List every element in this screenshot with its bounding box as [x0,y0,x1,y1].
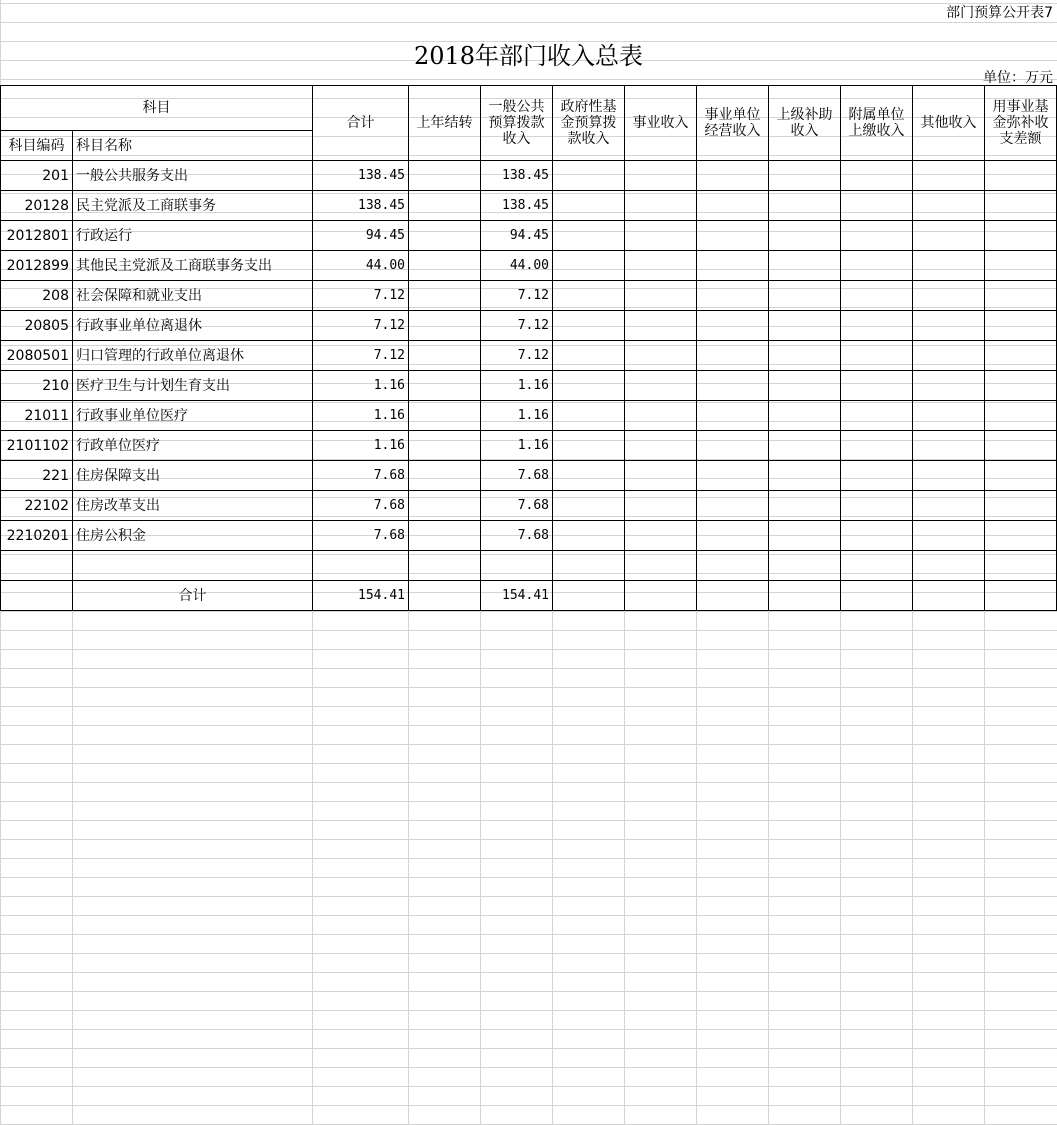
cell-empty[interactable] [769,191,841,221]
cell-carryover[interactable] [409,431,481,461]
cell-empty[interactable] [841,371,913,401]
cell-code[interactable]: 2012899 [1,251,73,281]
cell-name[interactable]: 行政事业单位离退休 [73,311,313,341]
cell-total[interactable]: 1.16 [313,401,409,431]
cell-total[interactable]: 44.00 [313,251,409,281]
cell-code[interactable]: 208 [1,281,73,311]
cell-name[interactable]: 行政单位医疗 [73,431,313,461]
cell-general-budget[interactable]: 7.12 [481,341,553,371]
grid-line [408,612,409,1125]
cell-total[interactable]: 7.12 [313,311,409,341]
cell-empty[interactable] [409,551,481,581]
cell-empty[interactable] [553,461,625,491]
cell-empty[interactable] [769,461,841,491]
cell-empty[interactable] [73,551,313,581]
table-row [1,341,1057,371]
cell-empty[interactable] [769,581,841,611]
cell-empty[interactable] [913,371,985,401]
cell-empty[interactable] [985,491,1057,521]
cell-empty[interactable] [985,461,1057,491]
grid-line [768,612,769,1125]
cell-carryover[interactable] [409,491,481,521]
cell-name[interactable]: 行政运行 [73,221,313,251]
cell-general-budget[interactable]: 7.68 [481,491,553,521]
cell-empty[interactable] [697,401,769,431]
cell-empty[interactable] [625,371,697,401]
cell-name[interactable]: 住房公积金 [73,521,313,551]
table-row [1,311,1057,341]
cell-empty[interactable] [697,161,769,191]
cell-empty[interactable] [313,551,409,581]
grid-line [552,612,553,1125]
cell-empty[interactable] [553,311,625,341]
cell-total[interactable]: 138.45 [313,191,409,221]
cell-empty[interactable] [697,311,769,341]
cell-name[interactable]: 民主党派及工商联事务 [73,191,313,221]
cell-name[interactable]: 住房改革支出 [73,491,313,521]
cell-code[interactable]: 2080501 [1,341,73,371]
cell-total[interactable]: 7.12 [313,341,409,371]
cell-empty[interactable] [553,551,625,581]
table-row [1,461,1057,491]
cell-code[interactable]: 201 [1,161,73,191]
header-business-income: 事业收入 [625,86,697,161]
cell-carryover[interactable] [409,521,481,551]
grid-line [984,612,985,1125]
cell-empty[interactable] [913,581,985,611]
header-total: 合计 [313,86,409,161]
cell-empty[interactable] [841,311,913,341]
cell-empty[interactable] [769,401,841,431]
table-row [1,251,1057,281]
cell-empty[interactable] [913,311,985,341]
table-row-blank [1,551,1057,581]
cell-general-budget[interactable]: 1.16 [481,431,553,461]
cell-total[interactable]: 1.16 [313,371,409,401]
cell-empty[interactable] [913,491,985,521]
cell-empty[interactable] [841,461,913,491]
cell-total[interactable]: 138.45 [313,161,409,191]
header-affiliated-income: 附属单位上缴收入 [841,86,913,161]
cell-empty[interactable] [841,251,913,281]
cell-empty[interactable] [985,221,1057,251]
cell-empty[interactable] [913,431,985,461]
cell-empty[interactable] [985,281,1057,311]
header-gov-fund: 政府性基金预算拨款收入 [553,86,625,161]
cell-empty[interactable] [553,401,625,431]
cell-name[interactable]: 社会保障和就业支出 [73,281,313,311]
page-title: 2018年部门收入总表 [413,42,644,70]
cell-empty[interactable] [841,191,913,221]
cell-empty[interactable] [625,311,697,341]
cell-total[interactable]: 1.16 [313,431,409,461]
cell-name[interactable]: 归口管理的行政单位离退休 [73,341,313,371]
income-table [0,85,1057,611]
header-carryover: 上年结转 [409,86,481,161]
cell-empty[interactable] [913,251,985,281]
summary-row [1,581,1057,611]
cell-carryover[interactable] [409,341,481,371]
cell-total[interactable]: 94.45 [313,221,409,251]
cell-empty[interactable] [985,191,1057,221]
header-general-budget: 一般公共预算拨款收入 [481,86,553,161]
cell-empty[interactable] [625,191,697,221]
cell-empty[interactable] [769,491,841,521]
cell-empty[interactable] [841,341,913,371]
cell-general-budget[interactable]: 138.45 [481,191,553,221]
cell-general-budget[interactable]: 7.68 [481,521,553,551]
cell-empty[interactable] [985,581,1057,611]
cell-carryover[interactable] [409,311,481,341]
cell-code[interactable]: 221 [1,461,73,491]
cell-total[interactable]: 7.68 [313,521,409,551]
cell-empty[interactable] [625,281,697,311]
cell-empty[interactable] [481,551,553,581]
cell-empty[interactable] [697,281,769,311]
cell-code[interactable]: 21011 [1,401,73,431]
cell-empty[interactable] [841,491,913,521]
header-other-income: 其他收入 [913,86,985,161]
summary-label[interactable]: 合计 [73,581,313,611]
cell-general-budget[interactable]: 1.16 [481,401,553,431]
cell-general-budget[interactable]: 138.45 [481,161,553,191]
cell-empty[interactable] [625,221,697,251]
cell-carryover[interactable] [409,461,481,491]
cell-empty[interactable] [625,341,697,371]
header-subject: 科目 [1,86,313,131]
cell-empty[interactable] [769,221,841,251]
cell-name[interactable]: 一般公共服务支出 [73,161,313,191]
cell-code[interactable]: 2101102 [1,431,73,461]
cell-empty[interactable] [553,581,625,611]
table-row [1,521,1057,551]
summary-general[interactable]: 154.41 [481,581,553,611]
cell-empty[interactable] [625,581,697,611]
cell-empty[interactable] [769,521,841,551]
cell-empty[interactable] [697,491,769,521]
grid-line [624,612,625,1125]
cell-empty[interactable] [553,221,625,251]
cell-empty[interactable] [553,281,625,311]
cell-general-budget[interactable]: 7.12 [481,281,553,311]
table-row [1,431,1057,461]
cell-name[interactable]: 行政事业单位医疗 [73,401,313,431]
cell-empty[interactable] [769,551,841,581]
cell-empty[interactable] [697,551,769,581]
cell-empty[interactable] [913,521,985,551]
cell-empty[interactable] [913,281,985,311]
grid-line [72,612,73,1125]
cell-empty[interactable] [625,401,697,431]
cell-empty[interactable] [985,161,1057,191]
grid-line [696,612,697,1125]
cell-empty[interactable] [913,191,985,221]
cell-name[interactable]: 住房保障支出 [73,461,313,491]
cell-empty[interactable] [553,491,625,521]
header-name: 科目名称 [73,131,313,161]
cell-empty[interactable] [985,341,1057,371]
cell-carryover[interactable] [409,401,481,431]
header-code: 科目编码 [1,131,73,161]
cell-carryover[interactable] [409,371,481,401]
cell-name[interactable]: 医疗卫生与计划生育支出 [73,371,313,401]
cell-carryover[interactable] [409,221,481,251]
cell-empty[interactable] [697,341,769,371]
cell-empty[interactable] [553,191,625,221]
cell-code[interactable]: 22102 [1,491,73,521]
cell-empty[interactable] [697,191,769,221]
cell-empty[interactable] [625,461,697,491]
cell-empty[interactable] [841,431,913,461]
table-row [1,191,1057,221]
cell-empty[interactable] [913,161,985,191]
cell-empty[interactable] [769,341,841,371]
cell-empty[interactable] [985,521,1057,551]
cell-empty[interactable] [841,521,913,551]
table-row [1,161,1057,191]
cell-general-budget[interactable]: 7.68 [481,461,553,491]
cell-empty[interactable] [769,311,841,341]
grid-line [912,612,913,1125]
cell-empty[interactable] [841,161,913,191]
summary-total[interactable]: 154.41 [313,581,409,611]
cell-code[interactable]: 2012801 [1,221,73,251]
cell-empty[interactable] [553,161,625,191]
cell-empty[interactable] [985,311,1057,341]
cell-carryover[interactable] [409,281,481,311]
cell-empty[interactable] [553,431,625,461]
cell-empty[interactable] [841,551,913,581]
cell-carryover[interactable] [409,161,481,191]
header-operating-income: 事业单位经营收入 [697,86,769,161]
cell-empty[interactable] [985,251,1057,281]
cell-code[interactable]: 20805 [1,311,73,341]
cell-empty[interactable] [1,551,73,581]
cell-empty[interactable] [769,281,841,311]
cell-code[interactable]: 2210201 [1,521,73,551]
cell-empty[interactable] [841,221,913,251]
cell-empty[interactable] [553,371,625,401]
cell-empty[interactable] [841,401,913,431]
table-row [1,491,1057,521]
cell-general-budget[interactable]: 44.00 [481,251,553,281]
cell-total[interactable]: 7.12 [313,281,409,311]
header-fund-offset: 用事业基金弥补收支差额 [985,86,1057,161]
cell-empty[interactable] [697,581,769,611]
cell-empty[interactable] [625,161,697,191]
cell-general-budget[interactable]: 1.16 [481,371,553,401]
cell-empty[interactable] [769,431,841,461]
table-row [1,371,1057,401]
cell-total[interactable]: 7.68 [313,491,409,521]
grid-line [840,612,841,1125]
table-row [1,221,1057,251]
cell-empty[interactable] [913,341,985,371]
cell-empty[interactable] [553,341,625,371]
table-row [1,281,1057,311]
cell-empty[interactable] [625,521,697,551]
cell-code[interactable]: 210 [1,371,73,401]
cell-empty[interactable] [769,161,841,191]
cell-carryover[interactable] [409,191,481,221]
cell-empty[interactable] [697,461,769,491]
cell-empty[interactable] [697,371,769,401]
cell-empty[interactable] [985,401,1057,431]
cell-empty[interactable] [625,251,697,281]
unit-label: 单位：万元 [983,70,1053,86]
cell-empty[interactable] [985,551,1057,581]
cell-empty[interactable] [697,251,769,281]
cell-empty[interactable] [697,221,769,251]
cell-code[interactable]: 20128 [1,191,73,221]
cell-empty[interactable] [625,431,697,461]
cell-empty[interactable] [985,371,1057,401]
cell-total[interactable]: 7.68 [313,461,409,491]
cell-empty[interactable] [913,551,985,581]
cell-empty[interactable] [553,521,625,551]
table-tag: 部门预算公开表7 [946,5,1053,21]
grid-line [312,612,313,1125]
cell-empty[interactable] [409,581,481,611]
cell-empty[interactable] [697,431,769,461]
cell-empty[interactable] [841,281,913,311]
cell-empty[interactable] [697,521,769,551]
cell-empty[interactable] [625,491,697,521]
cell-empty[interactable] [1,581,73,611]
cell-empty[interactable] [913,401,985,431]
cell-empty[interactable] [769,371,841,401]
cell-empty[interactable] [841,581,913,611]
cell-empty[interactable] [985,431,1057,461]
cell-empty[interactable] [913,221,985,251]
table-row [1,401,1057,431]
cell-general-budget[interactable]: 94.45 [481,221,553,251]
cell-empty[interactable] [625,551,697,581]
cell-name[interactable]: 其他民主党派及工商联事务支出 [73,251,313,281]
cell-general-budget[interactable]: 7.12 [481,311,553,341]
cell-carryover[interactable] [409,251,481,281]
cell-empty[interactable] [553,251,625,281]
cell-empty[interactable] [769,251,841,281]
grid-line [480,612,481,1125]
header-subsidy-income: 上级补助收入 [769,86,841,161]
cell-empty[interactable] [913,461,985,491]
